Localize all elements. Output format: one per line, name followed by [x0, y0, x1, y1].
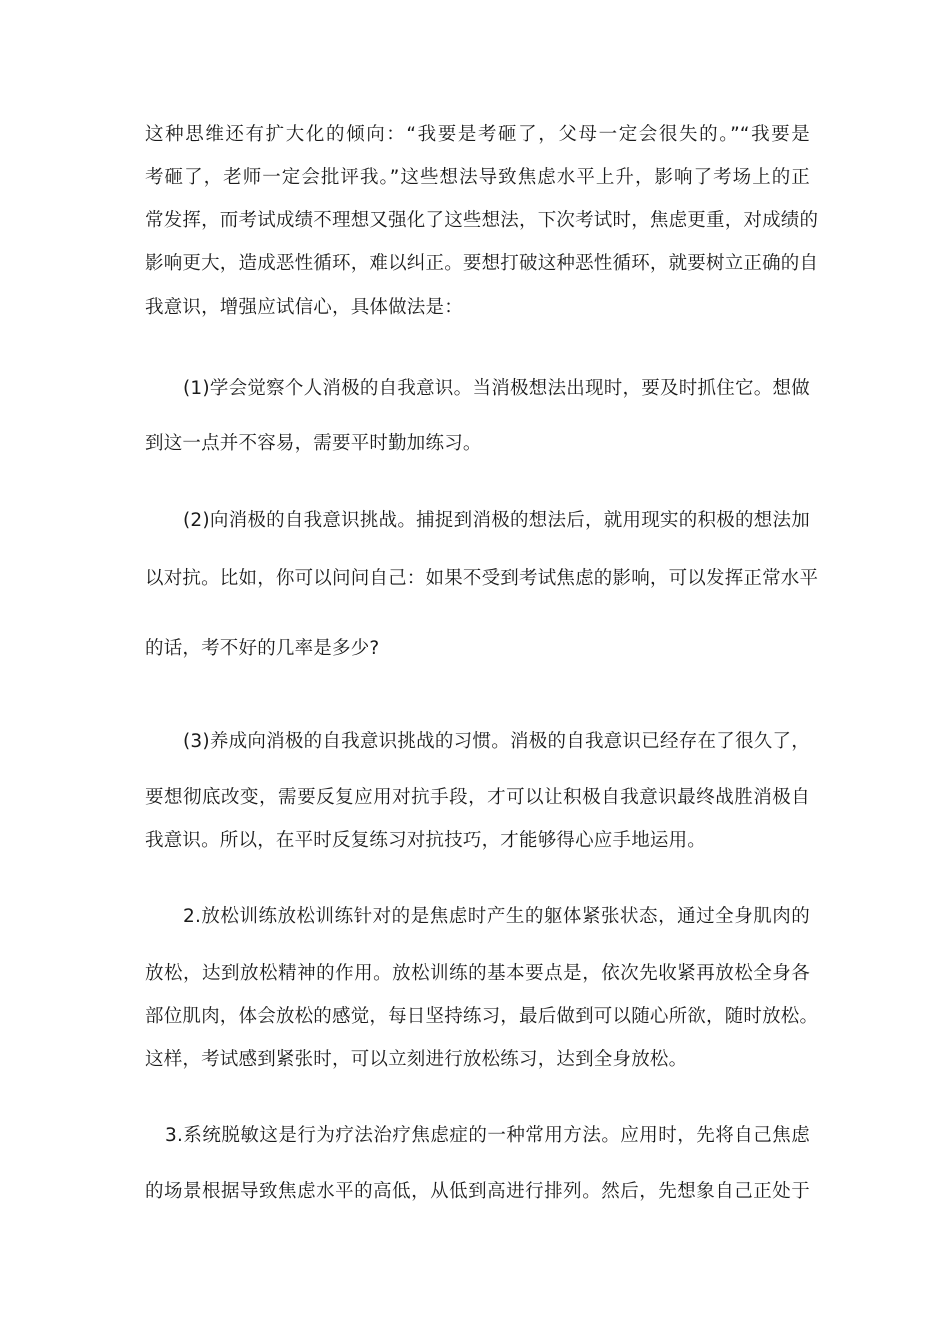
- section3-line-2: 的场景根据导致焦虑水平的高低，从低到高进行排列。然后，先想象自己正处于: [145, 1181, 810, 1202]
- section2-line-2: 放松，达到放松精神的作用。放松训练的基本要点是，依次先收紧再放松全身各: [145, 963, 810, 984]
- section2-line-3: 部位肌肉，体会放松的感觉，每日坚持练习，最后做到可以随心所欲，随时放松。: [145, 1006, 819, 1027]
- item1-line-2: 到这一点并不容易，需要平时勤加练习。: [145, 433, 482, 454]
- intro-line-4: 影响更大，造成恶性循环，难以纠正。要想打破这种恶性循环，就要树立正确的自: [145, 253, 819, 274]
- section2-line-1: 2.放松训练放松训练针对的是焦虑时产生的躯体紧张状态，通过全身肌肉的: [183, 906, 810, 927]
- section2-line-4: 这样，考试感到紧张时，可以立刻进行放松练习，达到全身放松。: [145, 1049, 688, 1070]
- intro-line-2: 考砸了，老师一定会批评我。”这些想法导致焦虑水平上升，影响了考场上的正: [145, 167, 810, 188]
- item2-line-2: 以对抗。比如，你可以问问自己：如果不受到考试焦虑的影响，可以发挥正常水平: [145, 568, 819, 589]
- item3-line-2: 要想彻底改变，需要反复应用对抗手段，才可以让积极自我意识最终战胜消极自: [145, 787, 810, 808]
- intro-line-1: 这种思维还有扩大化的倾向：“我要是考砸了，父母一定会很失的。”“我要是: [145, 124, 810, 145]
- item3-line-1: (3)养成向消极的自我意识挑战的习惯。消极的自我意识已经存在了很久了，: [183, 731, 810, 752]
- intro-line-5: 我意识，增强应试信心，具体做法是：: [145, 297, 463, 318]
- item2-line-3: 的话，考不好的几率是多少?: [145, 638, 380, 659]
- section3-line-1: 3.系统脱敏这是行为疗法治疗焦虑症的一种常用方法。应用时，先将自己焦虑: [165, 1125, 810, 1146]
- item2-line-1: (2)向消极的自我意识挑战。捕捉到消极的想法后，就用现实的积极的想法加: [183, 510, 810, 531]
- intro-line-3: 常发挥，而考试成绩不理想又强化了这些想法，下次考试时，焦虑更重，对成绩的: [145, 210, 819, 231]
- item3-line-3: 我意识。所以，在平时反复练习对抗技巧，才能够得心应手地运用。: [145, 830, 707, 851]
- item1-line-1: (1)学会觉察个人消极的自我意识。当消极想法出现时，要及时抓住它。想做: [183, 378, 810, 399]
